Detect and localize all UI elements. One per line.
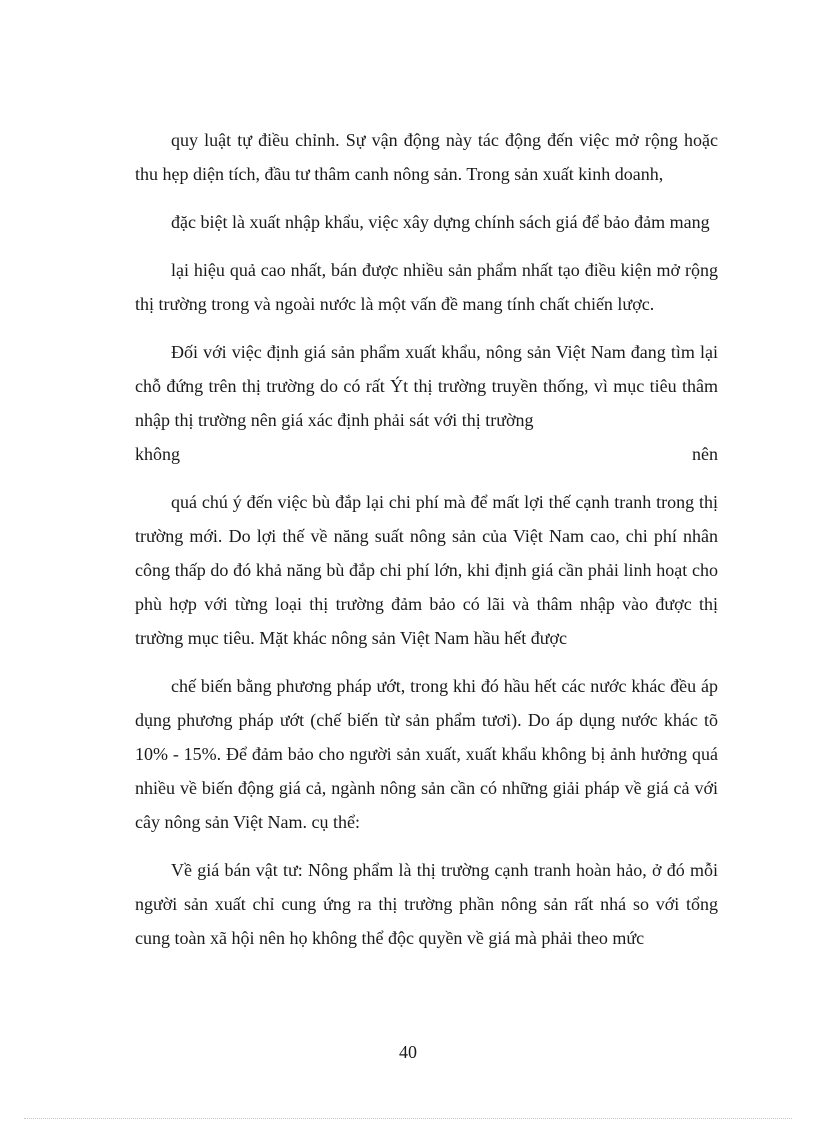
paragraph-3: lại hiệu quả cao nhất, bán được nhiều sản phẩm nhất tạo điều kiện mở rộng thị trường trong và ngoài nước là một vấn đề mang tính chất chiến lược. [135,260,718,314]
paragraph-4: Đối với việc định giá sản phẩm xuất khẩu, nông sản Việt Nam đang tìm lại chỗ đứng trên thị trường do có rất Ýt thị trường truyền thống, vì mục tiêu thâm nhập thị trường nên giá xác định phải sát với thị trường [135,342,718,430]
paragraph-8: Về giá bán vật tư: Nông phẩm là thị trường cạnh tranh hoàn hảo, ở đó mỗi người sản xuất chỉ cung ứng ra thị trường phần nông sản rất nhá so với tổng cung toàn xã hội nên họ không thể độc quyền về giá mà phải theo mức [135,860,718,948]
paragraph-7: chế biến bằng phương pháp ướt, trong khi đó hầu hết các nước khác đều áp dụng phương pháp ướt (chế biến từ sản phẩm tươi). Do áp dụng nước khác tõ 10% - 15%. Để đảm bảo cho người sản xuất, xuất khẩu không bị ảnh hưởng quá nhiều về biến động giá cả, ngành nông sản cần có những giải pháp về giá cả với cây nông sản Việt Nam. cụ thể: [135,676,718,832]
paragraph-2: đặc biệt là xuất nhập khẩu, việc xây dựng chính sách giá để bảo đảm mang [171,212,710,232]
footer-divider [24,1118,792,1119]
paragraph-1: quy luật tự điều chỉnh. Sự vận động này tác động đến việc mở rộng hoặc thu hẹp diện tích, đầu tư thâm canh nông sản. Trong sản xuất kinh doanh, [135,130,718,184]
paragraph-6: quá chú ý đến việc bù đắp lại chi phí mà để mất lợi thế cạnh tranh trong thị trường mới. Do lợi thế về năng suất nông sản của Việt Nam cao, chi phí nhân công thấp do đó khả năng bù đắp chi phí lớn, khi định giá cần phải linh hoạt cho phù hợp với từng loại thị trường đảm bảo có lãi và thâm nhập vào được thị trường mục tiêu. Mặt khác nông sản Việt Nam hầu hết được [135,492,718,648]
page-number: 40 [399,1042,417,1062]
body-text [135,123,718,969]
paragraph-5: không nên [135,444,718,464]
